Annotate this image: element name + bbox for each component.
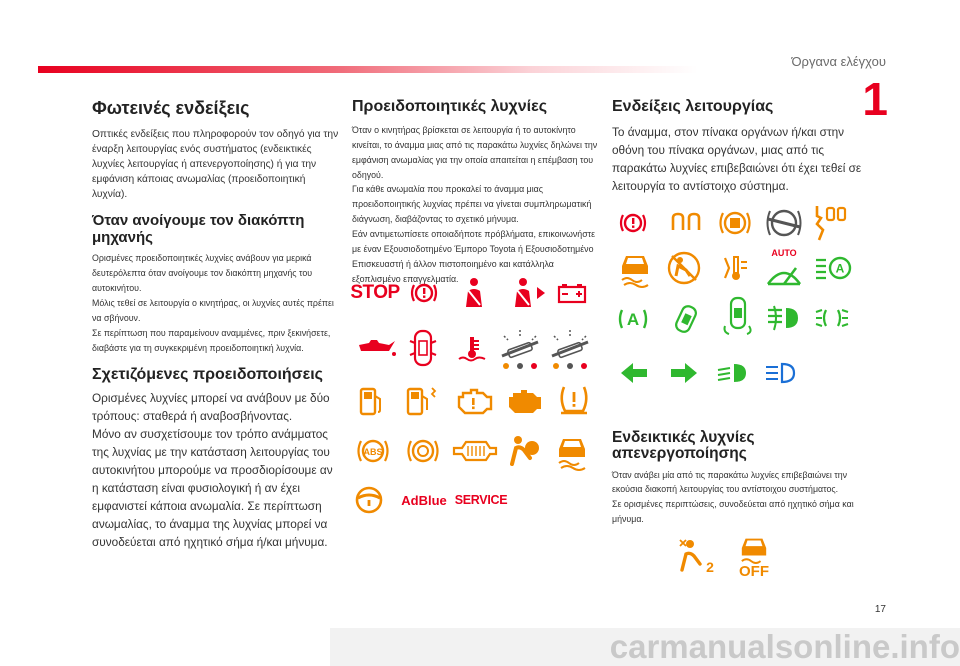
- engine-icon: [504, 386, 544, 416]
- steering-lock-icon: [498, 328, 542, 370]
- column-indicator-lights: [612, 98, 862, 196]
- coolant-temperature-icon: [456, 334, 488, 364]
- svg-text:ABS: ABS: [363, 447, 383, 457]
- brake-icon: [404, 436, 442, 466]
- stop-warning-text: STOP: [350, 282, 400, 303]
- seatbelt-icon: [458, 276, 490, 310]
- adblue-text: AdBlue: [401, 492, 447, 508]
- watermark-text: carmanualsonline.info: [609, 628, 960, 665]
- warning-title: Προειδοποιητικές λυχνίες: [352, 98, 548, 115]
- deactivation-heading: Ενδεικτικές λυχνίες απενεργοποίησης: [612, 429, 755, 463]
- side-lights-icon: [814, 306, 850, 330]
- watermark-footer: [330, 628, 960, 666]
- chapter-title: Όργανα ελέγχου: [791, 54, 886, 69]
- related-text: Ορισμένες λυχνίες μπορεί να ανάβουν με δύο τρόπους: σταθερά ή αναβοσβήνοντας. Μόνο αν συσχετίσουμε τον τρόπο ανάμματος της λυχνίας με την κατάσταση λειτουργίας του αυτοκινήτου μπορούμε να προσδιορίσουμε αν η κατάσταση είναι φυσιολογική ή αν έχει εμφανιστεί κάποια ανωμαλία. Σε περίπτωση ανωμαλίας, το άναμμα της λυχνίας μπορεί να συνοδεύεται από ηχητικό σήμα ή/και μήνυμα.: [92, 391, 333, 549]
- brake-warning-icon: [618, 210, 648, 236]
- chapter-number: 1: [862, 73, 888, 125]
- svg-text:A: A: [835, 261, 845, 276]
- header-accent-bar: [38, 66, 698, 73]
- indicator-title: Ενδείξεις λειτουργίας: [612, 98, 774, 115]
- ignition-heading: Όταν ανοίγουμε τον διακόπτη μηχανής: [92, 212, 305, 247]
- auto-wiper-icon: [762, 250, 806, 286]
- tyre-pressure-icon: [556, 382, 592, 418]
- brake-pedal-icon: [718, 208, 752, 238]
- temperature-ice-icon: [718, 254, 752, 282]
- deactivation-section: [612, 430, 862, 528]
- airbag-off-2-icon: [676, 536, 718, 576]
- svg-text:A: A: [626, 310, 640, 329]
- fuel-pump-icon: [356, 386, 386, 416]
- main-beam-icon: [764, 362, 798, 384]
- auto-headlamp-icon: [814, 254, 852, 282]
- engine-warning-icon: [454, 386, 494, 416]
- intro-text: Οπτικές ενδείξεις που πληροφορούν τον οδηγό για την έναρξη λειτουργίας ενός συστήματος (ενδεικτικές λυχνίες λειτουργίας ή απενεργοποίησης) ή για την εμφάνιση κάποιας ανωμαλίας (προειδοποιητική λυχνία).: [92, 129, 339, 201]
- glow-plug-icon: [670, 212, 702, 234]
- warning-text: Όταν ο κινητήρας βρίσκεται σε λειτουργία ή το αυτοκίνητο κινείται, το άναμμα μιας από τις παρακάτω λυχνίες δηλώνει την εμφάνιση ανωμαλίας για την οποία απαιτείται η επέμβαση του οδηγού. Για κάθε ανωμαλία που προκαλεί το άναμμα μιας προειδοποιητικής λυχνίας πρέπει να γίνεται συμπληρωματική διάγνωση, διαβάζοντας το σχετικό μήνυμα. Εάν αντιμετωπίσετε οποιαδήποτε πρόβλήματα, επικοινωνήστε με έναν Εξουσιοδοτημένο Έμπορο Toyota ή Εξουσιοδοτημένο Επισκευαστή ή άλλον πιστοποιημένο και κατάλληλα εξοπλισμένο επαγγελματία.: [352, 125, 598, 285]
- door-open-icon: [408, 328, 438, 368]
- column-lights-intro: [92, 98, 342, 552]
- stability-control-off-icon: [618, 250, 652, 286]
- column-warning-lights: [352, 98, 602, 287]
- power-steering-icon: [352, 484, 386, 516]
- cruise-control-icon: [672, 302, 702, 336]
- stability-off-icon: [734, 530, 774, 582]
- indicator-text: Το άναμμα, στον πίνακα οργάνων ή/και στην οθόνη του πίνακα οργάνων, μιας από τις παρακάτω λυχνίες επιβεβαιώνει ότι έχει τεθεί σε λειτουργία το αντίστοιχο σύστημα.: [612, 125, 862, 193]
- park-assist-icon: [720, 296, 756, 336]
- steering-lock-icon: [548, 328, 592, 370]
- oil-pressure-icon: [354, 336, 398, 358]
- auto-hold-icon: [618, 304, 648, 334]
- abs-icon: [354, 436, 392, 466]
- steering-column-icon: [764, 206, 804, 240]
- dipped-beam-icon: [716, 362, 750, 384]
- deactivation-text: Όταν ανάβει μία από τις παρακάτω λυχνίες επιβεβαιώνει την εκούσια διακοπή λειτουργίας του αντίστοιχου συστήματος. Σε ορισμένες περιπτώσεις, συνοδεύεται από ηχητικό σήμα και μήνυμα.: [612, 469, 854, 526]
- page-number: 17: [874, 604, 886, 615]
- diesel-fuel-icon: [404, 386, 440, 416]
- seat-belt-multiple-icon: [812, 204, 850, 242]
- right-turn-indicator-icon: [668, 360, 700, 386]
- left-turn-indicator-icon: [618, 360, 650, 386]
- stability-control-icon: [554, 432, 590, 470]
- off-label: OFF: [739, 562, 769, 580]
- section-title: Φωτεινές ενδείξεις: [92, 98, 250, 118]
- airbag-off-icon: [666, 250, 702, 286]
- airbag-icon: [506, 434, 542, 468]
- auto-label: AUTO: [771, 248, 797, 258]
- related-heading: Σχετιζόμενες προειδοποιήσεις: [92, 366, 323, 384]
- ignition-text: Ορισμένες προειδοποιητικές λυχνίες ανάβουν για μερικά δευτερόλεπτα όταν ανοίγουμε τον διακόπτη μηχανής του αυτοκινήτου. Μόλις τεθεί σε λειτουργία ο κινητήρας, οι λυχνίες αυτές πρέπει να σβήνουν. Σε περίπτωση που παραμείνουν αναμμένες, πριν ξεκινήσετε, διαβάστε για τη συγκεκριμένη προειδοποιητική λυχνία.: [92, 253, 334, 354]
- brake-warning-icon: [408, 279, 440, 307]
- front-fog-lamp-icon: [766, 304, 802, 332]
- service-text: SERVICE: [454, 493, 508, 507]
- passenger-seatbelt-icon: [508, 276, 548, 310]
- airbag-off-number: 2: [706, 559, 714, 575]
- battery-icon: [556, 282, 588, 304]
- particle-filter-icon: [452, 438, 498, 464]
